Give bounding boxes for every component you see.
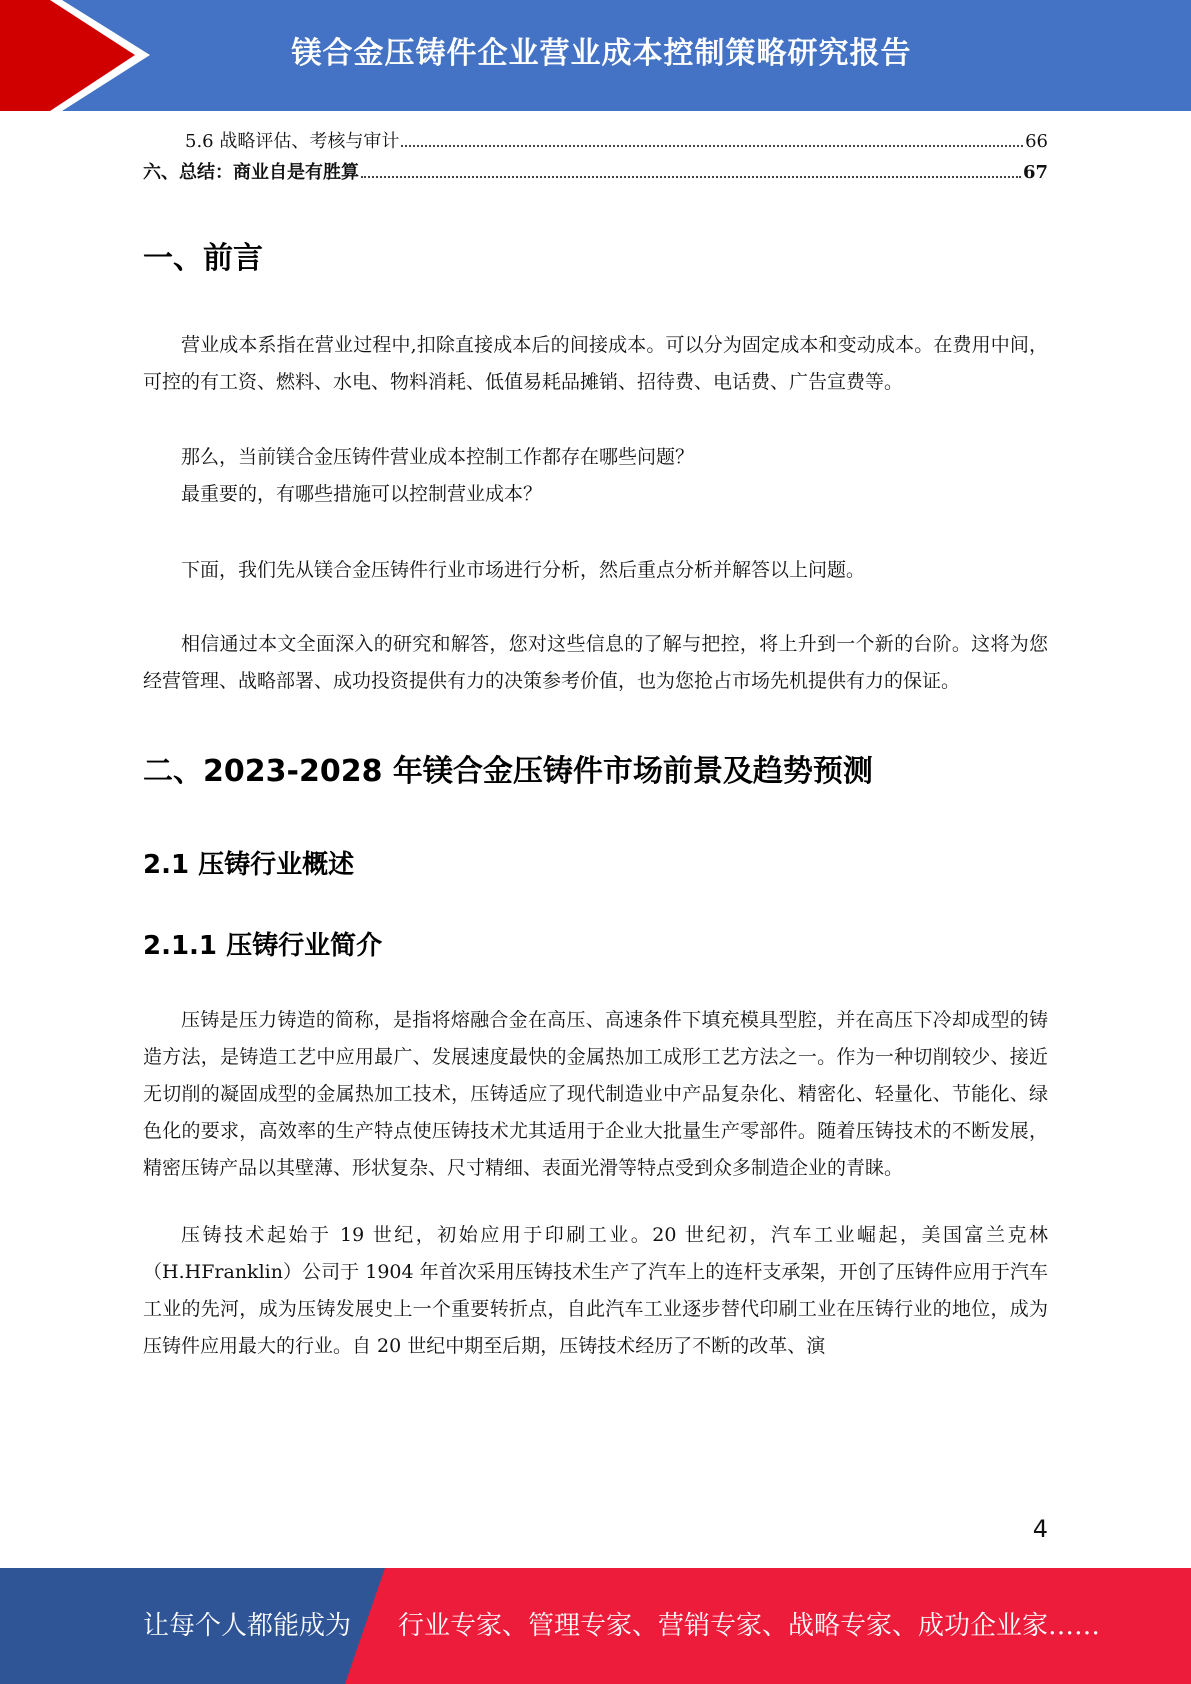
subsection-heading-2-1: 2.1 压铸行业概述 xyxy=(143,850,355,880)
page-header xyxy=(0,0,1191,111)
footer-slogan-left: 让每个人都能成为 xyxy=(143,1611,352,1641)
toc-entry-label: 六、总结：商业自是有胜算 xyxy=(143,162,359,183)
toc-entry-label: 5.6 战略评估、考核与审计 xyxy=(185,131,400,152)
toc-entry[interactable] xyxy=(143,126,1048,157)
toc-leader-dots xyxy=(361,176,1021,178)
report-title: 镁合金压铸件企业营业成本控制策略研究报告 xyxy=(291,36,912,71)
page-footer xyxy=(0,1568,1191,1684)
section-heading-chapter-2: 二、2023-2028 年镁合金压铸件市场前景及趋势预测 xyxy=(143,754,873,789)
paragraph: 压铸技术起始于 19 世纪，初始应用于印刷工业。20 世纪初，汽车工业崛起，美国富兰克林（H.HFranklin）公司于 1904 年首次采用压铸技术生产了汽车上的连杆支承架，开创了压铸件应用于汽车工业的先河，成为压铸发展史上一个重要转折点，自此汽车工业逐步替代印刷工业在压铸行业的地位，成为压铸件应用最大的行业。自 20 世纪中期至后期，压铸技术经历了不断的改革、演 xyxy=(143,1224,1048,1357)
page-number: 4 xyxy=(1032,1515,1048,1543)
section-heading-preface: 一、前言 xyxy=(143,241,263,276)
paragraph: 相信通过本文全面深入的研究和解答，您对这些信息的了解与把控，将上升到一个新的台阶。这将为您经营管理、战略部署、成功投资提供有力的决策参考价值，也为您抢占市场先机提供有力的保证。 xyxy=(143,633,1048,692)
table-of-contents xyxy=(143,126,1048,188)
toc-entry[interactable] xyxy=(143,157,1048,188)
paragraph: 营业成本系指在营业过程中,扣除直接成本后的间接成本。可以分为固定成本和变动成本。在费用中间，可控的有工资、燃料、水电、物料消耗、低值易耗品摊销、招待费、电话费、广告宣费等。 xyxy=(143,334,1048,393)
paragraph: 压铸是压力铸造的简称，是指将熔融合金在高压、高速条件下填充模具型腔，并在高压下冷却成型的铸造方法，是铸造工艺中应用最广、发展速度最快的金属热加工成形工艺方法之一。作为一种切削较少、接近无切削的凝固成型的金属热加工技术，压铸适应了现代制造业中产品复杂化、精密化、轻量化、节能化、绿色化的要求，高效率的生产特点使压铸技术尤其适用于企业大批量生产零部件。随着压铸技术的不断发展，精密压铸产品以其壁薄、形状复杂、尺寸精细、表面光滑等特点受到众多制造企业的青睐。 xyxy=(143,1009,1048,1179)
subsection-heading-2-1-1: 2.1.1 压铸行业简介 xyxy=(143,931,383,961)
paragraph: 下面，我们先从镁合金压铸件行业市场进行分析，然后重点分析并解答以上问题。 xyxy=(181,559,866,581)
footer-slogan-right: 行业专家、管理专家、营销专家、战略专家、成功企业家…… xyxy=(398,1611,1101,1641)
toc-entry-page: 67 xyxy=(1022,162,1048,183)
page-content xyxy=(143,126,1048,1365)
paragraph: 那么，当前镁合金压铸件营业成本控制工作都存在哪些问题？ xyxy=(181,446,695,468)
toc-leader-dots xyxy=(401,145,1023,147)
paragraph: 最重要的，有哪些措施可以控制营业成本？ xyxy=(181,483,543,505)
toc-entry-page: 66 xyxy=(1025,131,1048,152)
